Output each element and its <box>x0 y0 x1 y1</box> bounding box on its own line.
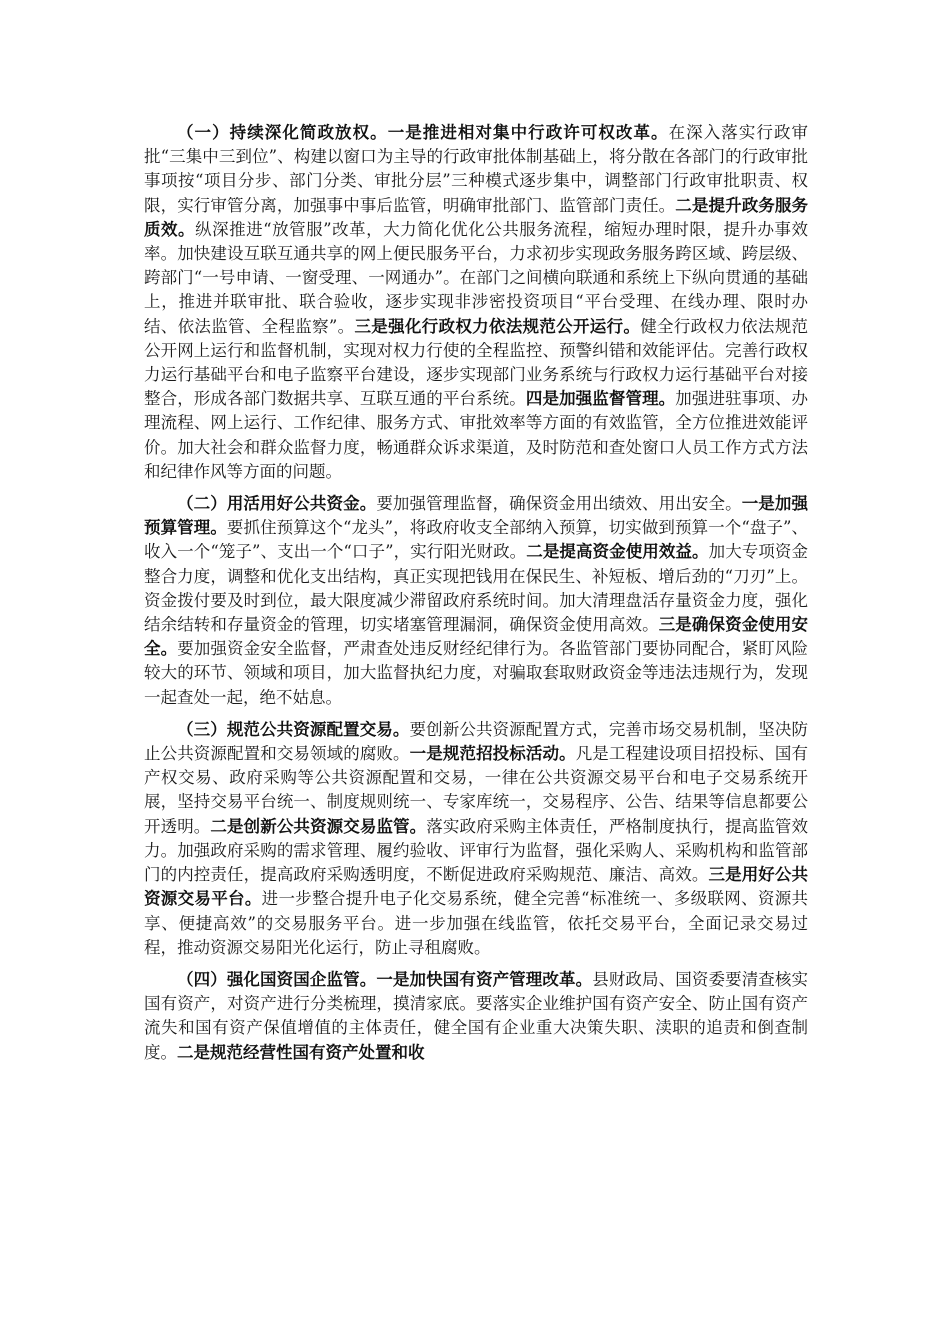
body-text: 加大专项资金整合力度，调整和优化支出结构，真正实现把钱用在保民生、补短板、增后劲的“刀刃”上。资金拨付要及时到位，最大限度减少滞留政府系统时间。加大清理盘活存量资金力度，强化结余结转和存量资金的管理，切实堵塞管理漏洞，确保资金使用高效。 <box>144 542 809 635</box>
paragraph-2 <box>144 492 808 710</box>
body-text: 加强进驻事项、办理流程、网上运行、工作纪律、服务方式、审批效率等方面的有效监管，全方位推进效能评价。加大社会和群众监督力度，畅通群众诉求渠道，及时防范和查处窗口人员工作方式方法和纪律作风等方面的问题。 <box>144 389 809 481</box>
bold-heading-text: 一是规范招投标活动。 <box>409 744 576 764</box>
body-text: 纵深推进“放管服”改革，大力简化优化公共服务流程，缩短办理时限，提升办事效率。加快建设互联互通共享的网上便民服务平台，力求初步实现政务服务跨区域、跨层级、跨部门“一号申请、一窗受理、一网通办”。在部门之间横向联通和系统上下纵向贯通的基础上，推进并联审批、联合验收，逐步实现非涉密投资项目“平台受理、在线办理、限时办结、依法监管、全程监察”。 <box>144 219 809 336</box>
bold-heading-text: 一是加强预算管理。 <box>144 494 809 538</box>
body-text: 进一步整合提升电子化交易系统，健全完善“标准统一、多级联网、资源共享、便捷高效”的交易服务平台。进一步加强在线监管，依托交易平台，全面记录交易过程，推动资源交易阳光化运行，防止寻租腐败。 <box>144 889 809 957</box>
bold-heading-text: 一是推进相对集中行政许可权改革。 <box>387 123 669 142</box>
bold-heading-text: （三）规范公共资源配置交易。 <box>177 719 410 739</box>
bold-heading-text: 四是加强监督管理。 <box>525 389 676 409</box>
paragraph-4 <box>144 968 808 1065</box>
bold-heading-text: 一是加快国有资产管理改革。 <box>376 969 593 989</box>
document-body <box>144 121 808 1073</box>
body-text: 在深入落实行政审批“三集中三到位”、构建以窗口为主导的行政审批体制基础上，将分散在各部门的行政审批事项按“项目分步、部门分类、审批分层”三种模式逐步集中，调整部门行政审批职责、权限，实行审管分离，加强事中事后监管，明确审批部门、监管部门责任。 <box>144 123 809 215</box>
bold-heading-text: 二是提高资金使用效益。 <box>526 542 709 562</box>
bold-heading-text: 二是提升政务服务质效。 <box>144 195 809 239</box>
bold-heading-text: （一）持续深化简政放权。 <box>177 123 388 142</box>
bold-heading-text: 二是规范经营性国有资产处置和收 <box>177 1042 425 1062</box>
body-text: 要抓住预算这个“龙头”，将政府收支全部纳入预算，切实做到预算一个“盘子”、收入一个“笼子”、支出一个“口子”，实行阳光财政。 <box>144 518 809 562</box>
body-text: 落实政府采购主体责任，严格制度执行，提高监管效力。加强政府采购的需求管理、履约验收、评审行为监督，强化采购人、采购机构和监管部门的内控责任，提高政府采购透明度，不断促进政府采购规范、廉洁、高效。 <box>144 816 809 885</box>
body-text: 县财政局、国资委要清查核实国有资产，对资产进行分类梳理，摸清家底。要落实企业维护国有资产安全、防止国有资产流失和国有资产保值增值的主体责任，健全国有企业重大决策失职、渎职的追责和倒查制度。 <box>144 969 809 1062</box>
bold-heading-text: 三是确保资金使用安全。 <box>144 615 809 659</box>
bold-heading-text: 三是强化行政权力依法规范公开运行。 <box>354 316 641 336</box>
paragraph-3 <box>144 718 808 960</box>
body-text: 要创新公共资源配置方式，完善市场交易机制，坚决防止公共资源配置和交易领域的腐败。 <box>144 719 809 764</box>
paragraph-1 <box>144 121 808 484</box>
body-text: 健全行政权力依法规范公开网上运行和监督机制，实现对权力行使的全程监控、预警纠错和效能评估。完善行政权力运行基础平台和电子监察平台建设，逐步实现部门业务系统与行政权力运行基础平台对接整合，形成各部门数据共享、互联互通的平台系统。 <box>144 316 809 409</box>
body-text: 要加强管理监督，确保资金用出绩效、用出安全。 <box>376 494 742 514</box>
bold-heading-text: 二是创新公共资源交易监管。 <box>210 816 427 836</box>
bold-heading-text: 三是用好公共资源交易平台。 <box>144 865 809 909</box>
body-text: 凡是工程建设项目招投标、国有产权交易、政府采购等公共资源配置和交易，一律在公共资源交易平台和电子交易系统开展，坚持交易平台统一、制度规则统一、专家库统一，交易程序、公告、结果等信息都要公开透明。 <box>144 744 809 836</box>
bold-heading-text: （四）强化国资国企监管。 <box>177 969 377 989</box>
body-text: 要加强资金安全监督，严肃查处违反财经纪律行为。各监管部门要协同配合，紧盯风险较大的环节、领域和项目，加大监督执纪力度，对骗取套取财政资金等违法违规行为，发现一起查处一起，绝不姑息。 <box>144 639 809 707</box>
bold-heading-text: （二）用活用好公共资金。 <box>177 494 377 514</box>
